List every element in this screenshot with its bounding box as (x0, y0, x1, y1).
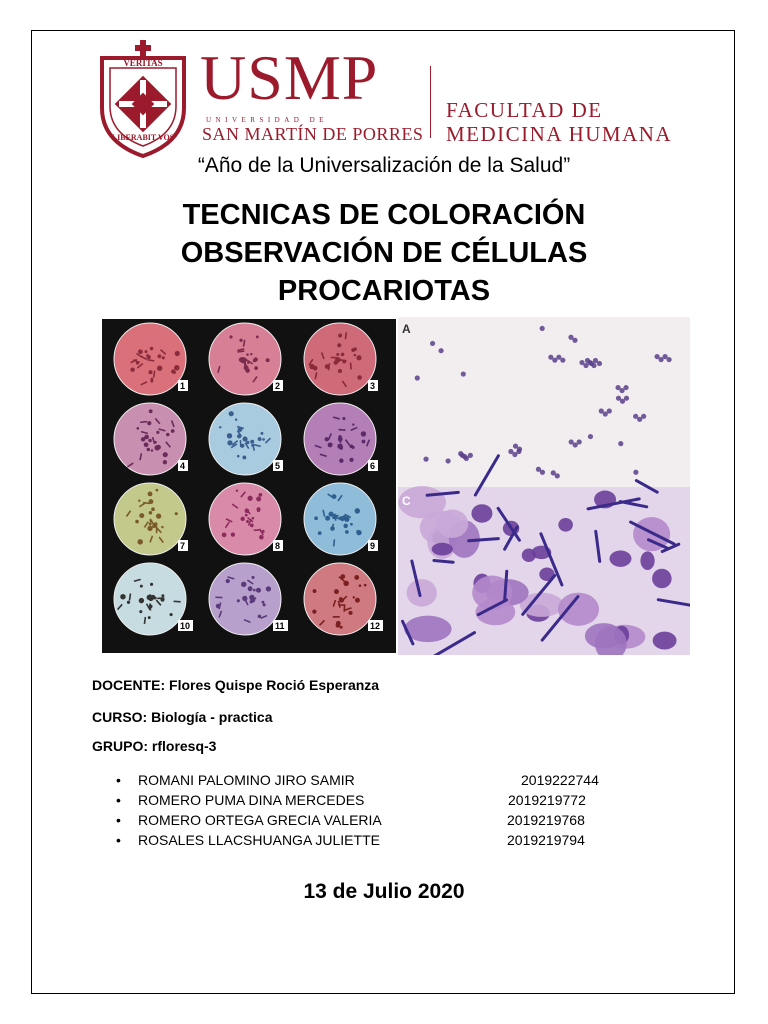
stain-label: 10 (180, 621, 191, 631)
document-date: 13 de Julio 2020 (303, 880, 465, 903)
member-list (116, 770, 636, 850)
member-code: 2019219794 (507, 832, 585, 848)
stain-label: 1 (180, 381, 186, 391)
member-name: ROMANI PALOMINO JIRO SAMIR (138, 772, 355, 788)
document-title (0, 196, 768, 310)
stain-circle (304, 563, 376, 635)
docente-label: DOCENTE: (92, 677, 166, 693)
stain-label: 2 (275, 381, 281, 391)
grupo-label: GRUPO: (92, 738, 148, 754)
header-divider (430, 66, 431, 138)
usmp-logo-text: USMP (200, 42, 379, 113)
stain-circle (209, 483, 281, 555)
stain-label: 6 (370, 461, 376, 471)
stain-circle (209, 403, 281, 475)
member-name: ROMERO PUMA DINA MERCEDES (138, 792, 365, 808)
stain-circle (114, 563, 186, 635)
faculty-line-2: MEDICINA HUMANA (446, 122, 673, 146)
stain-circle (209, 563, 281, 635)
member-name: ROSALES LLACSHUANGA JULIETTE (138, 832, 380, 848)
panel-c-label: C (402, 494, 411, 508)
stain-label: 9 (370, 541, 376, 551)
stain-circle (114, 323, 186, 395)
list-item (116, 790, 636, 810)
grupo-line (92, 738, 216, 754)
member-code: 2019219772 (508, 792, 586, 808)
title-line-3: PROCARIOTAS (277, 275, 491, 307)
bullet-icon: • (116, 832, 121, 848)
title-line-1: TECNICAS DE COLORACIÓN (182, 199, 586, 231)
staining-figure (102, 317, 690, 655)
list-item (116, 810, 636, 830)
stain-circle (114, 483, 186, 555)
stain-circle (304, 483, 376, 555)
crest-text-bottom: LIBERABIT VOS (111, 133, 175, 142)
crest-text-top: VERITAS (123, 58, 163, 68)
faculty-name (446, 98, 672, 146)
usmp-crest-icon (96, 38, 190, 160)
year-motto: “Año de la Universalización de la Salud” (197, 154, 571, 177)
grupo-value: rfloresq-3 (151, 738, 217, 754)
stain-label: 3 (370, 381, 376, 391)
stain-label: 11 (275, 621, 285, 631)
title-line-2: OBSERVACIÓN DE CÉLULAS (180, 237, 588, 269)
panel-a-label: A (402, 322, 411, 336)
list-item (116, 830, 636, 850)
university-name: SAN MARTÍN DE PORRES (202, 124, 424, 144)
list-item (116, 770, 636, 790)
bullet-icon: • (116, 772, 121, 788)
member-name: ROMERO ORTEGA GRECIA VALERIA (138, 812, 382, 828)
stain-label: 7 (180, 541, 186, 551)
stain-label: 4 (180, 461, 186, 471)
university-small-caption: UNIVERSIDAD DE (206, 116, 328, 124)
stain-label: 5 (275, 461, 281, 471)
docente-value: Flores Quispe Roció Esperanza (169, 677, 380, 693)
curso-value: Biología - practica (151, 709, 273, 725)
curso-line (92, 709, 272, 725)
bullet-icon: • (116, 812, 121, 828)
bullet-icon: • (116, 792, 121, 808)
stain-circle (209, 323, 281, 395)
stain-label: 12 (370, 621, 381, 631)
member-code: 2019222744 (521, 772, 599, 788)
curso-label: CURSO: (92, 709, 148, 725)
docente-line (92, 677, 379, 693)
micrograph-panel-a (398, 317, 690, 487)
stain-circle (304, 403, 376, 475)
stain-label: 8 (275, 541, 281, 551)
stain-circle (304, 323, 376, 395)
stain-circle (114, 403, 186, 475)
faculty-line-1: FACULTAD DE (446, 98, 603, 122)
university-header (96, 38, 686, 160)
member-code: 2019219768 (507, 812, 585, 828)
